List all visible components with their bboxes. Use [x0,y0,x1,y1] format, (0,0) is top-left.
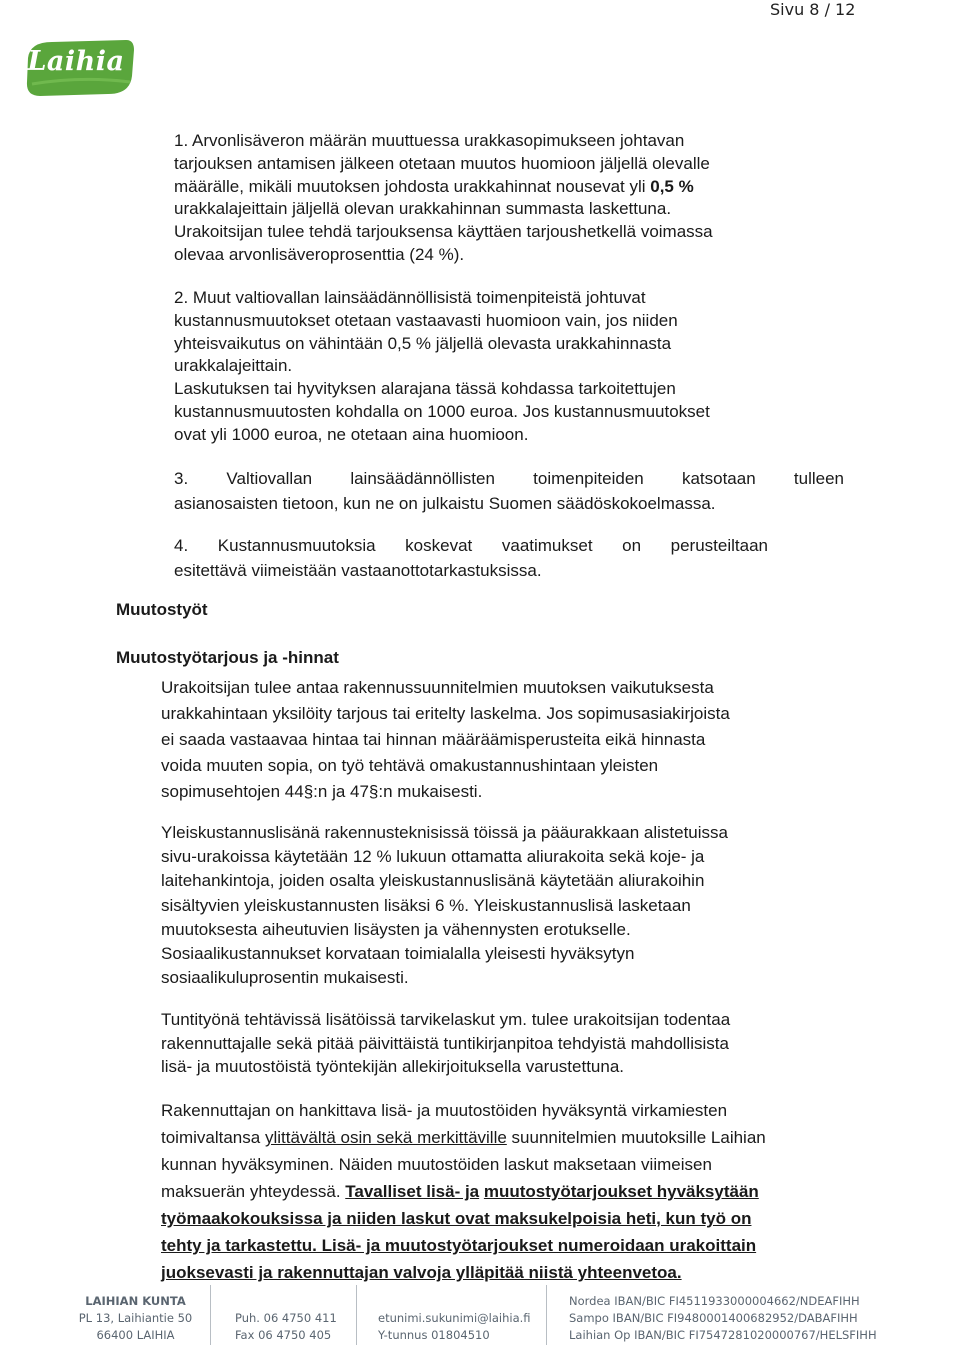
item-3 [174,466,844,516]
body-text: maksuerän yhteydessä. [161,1182,346,1201]
item-4-line: Kustannusmuutoksia koskevat vaatimukset on perusteiltaan [217,536,768,555]
item-1-line: urakkalajeittain jäljellä olevan urakkahinnan summasta laskettuna. [174,199,672,219]
item-2-line: Muut valtiovallan lainsäädännöllisistä toimenpiteistä johtuvat [192,288,646,307]
footer-email-block [378,1310,531,1344]
footer-address-line: PL 13, Laihiantie 50 [78,1311,193,1325]
page-footer [0,1283,960,1362]
item-2-line: yhteisvaikutus on vähintään 0,5 % jäljellä olevasta urakkahinnasta [174,333,672,353]
body-line: Rakennuttajan on hankittava lisä- ja muutostöiden hyväksyntä virkamiesten [161,1101,728,1120]
body-line: lisä- ja muutostöistä työntekijän allekirjoituksella varustettuna. [161,1057,625,1077]
item-2-line: kustannusmuutosten kohdalla on 1000 euroa. Jos kustannusmuutokset [174,401,710,421]
body-line: rakennuttajalle sekä pitää päivittäistä tuntikirjanpitoa tehdyistä mahdollisista [161,1033,729,1053]
footer-email[interactable]: etunimi.sukunimi@laihia.fi [378,1311,531,1325]
bold-underlined-line: tehty ja tarkastettu. Lisä- ja muutostyötarjoukset numeroidaan urakoittain [161,1236,757,1255]
body-line: Urakoitsijan tulee antaa rakennussuunnitelmien muutoksen vaikutuksesta [161,678,714,697]
item-4 [174,533,768,583]
body-paragraph-3 [161,1008,861,1079]
heading-muutostyot: Muutostyöt [116,600,208,619]
item-1-number: 1. [174,131,189,150]
body-line: kunnan hyväksyminen. Näiden muutostöiden laskut maksetaan viimeisen [161,1155,712,1174]
item-1-line: Urakoitsijan tulee tehdä tarjouksensa käyttäen tarjoushetkellä voimassa [174,222,713,242]
body-line: ei saada vastaavaa hintaa tai hinnan määräämisperusteita eikä hinnasta [161,730,706,749]
body-line: laitehankintoja, joiden osalta yleiskustannuslisänä käytetään aliurakoihin [161,871,705,891]
footer-bank-line: Sampo IBAN/BIC FI9480001400682952/DABAFIHH [569,1311,858,1325]
body-paragraph-1 [161,675,861,805]
item-3-line: Valtiovallan lainsäädännöllisten toimenpiteiden katsotaan tulleen [226,469,844,488]
item-1-line: määrälle, mikäli muutoksen johdosta urakkahinnat nousevat yli [174,176,651,196]
item-3-number: 3. [174,469,189,488]
heading-muutostyotarjous: Muutostyötarjous ja -hinnat [116,648,339,667]
underlined-text: ylittävältä osin sekä merkittäville [264,1128,507,1147]
footer-address-line: 66400 LAIHIA [96,1328,175,1342]
body-line: sosiaalikuluprosentin mukaisesti. [161,968,409,988]
body-line: Yleiskustannuslisänä rakennusteknisissä töissä ja pääurakkaan alistetuissa [161,823,728,842]
body-line: sivu-urakoissa käytetään 12 % lukuun ottamatta aliurakoita sekä koje- ja [161,847,705,867]
body-paragraph-2 [161,821,861,990]
footer-divider [210,1285,211,1345]
footer-divider [546,1285,547,1345]
item-1-line: Arvonlisäveron määrän muuttuessa urakkasopimukseen johtavan [191,131,685,150]
bold-underlined-line: juoksevasti ja rakennuttajan valvoja ylläpitää niistä yhteenvetoa. [161,1263,682,1282]
bold-underlined-line: työmaakokouksissa ja niiden laskut ovat maksukelpoisia heti, kun työ on [161,1209,752,1228]
footer-bank-line: Laihian Op IBAN/BIC FI7547281020000767/HELSFIHH [569,1328,877,1342]
logo-text: Laihia [27,46,125,77]
item-1-line: olevaa arvonlisäveroprosenttia (24 %). [174,244,465,264]
bold-underlined-text: muutostyötarjoukset hyväksytään [483,1182,759,1201]
item-2-line: Laskutuksen tai hyvityksen alarajana tässä kohdassa tarkoitettujen [174,379,676,399]
page-number: Sivu 8 / 12 [770,0,856,19]
item-1 [174,130,874,267]
body-text: suunnitelmien muutoksille Laihian [506,1128,766,1147]
item-4-line: esitettävä viimeistään vastaanottotarkastuksissa. [174,561,542,580]
body-line: voida muuten sopia, on työ tehtävä omakustannushintaan yleisten [161,756,659,775]
footer-phone: Puh. 06 4750 411 [235,1311,337,1325]
item-2-line: ovat yli 1000 euroa, ne otetaan aina huomioon. [174,424,529,444]
footer-organization [78,1293,193,1344]
item-3-line: asianosaisten tietoon, kun ne on julkaistu Suomen säädöskokoelmassa. [174,494,716,513]
body-line: sisältyvien yleiskustannusten lisäksi 6 %. Yleiskustannuslisä lasketaan [161,895,691,915]
footer-divider [356,1285,357,1345]
item-1-line: tarjouksen antamisen jälkeen otetaan muutos huomioon jäljellä olevalle [174,153,710,173]
item-2-number: 2. [174,288,189,307]
item-2 [174,287,874,447]
body-line: muutoksesta aiheutuvien lisäysten ja vähennysten erotukselle. [161,919,631,939]
item-4-number: 4. [174,536,189,555]
body-text: toimivaltansa [161,1128,265,1147]
footer-bank-line: Nordea IBAN/BIC FI4511933000004662/NDEAFIHH [569,1294,860,1308]
footer-bank-details [569,1293,877,1344]
footer-org-name: LAIHIAN KUNTA [85,1294,186,1308]
bold-underlined-text: Tavalliset lisä- ja [345,1182,480,1201]
laihia-logo [22,38,138,102]
body-paragraph-4 [161,1097,861,1286]
item-2-line: kustannusmuutokset otetaan vastaavasti huomioon vain, jos niiden [174,310,678,330]
footer-ytunnus: Y-tunnus 01804510 [378,1328,490,1342]
footer-fax: Fax 06 4750 405 [235,1328,332,1342]
footer-contact [235,1310,337,1344]
body-line: sopimusehtojen 44§:n ja 47§:n mukaisesti. [161,782,483,801]
item-1-bold-value: 0,5 % [650,176,694,196]
body-line: Tuntityönä tehtävissä lisätöissä tarvikelaskut ym. tulee urakoitsijan todentaa [161,1010,731,1029]
body-line: Sosiaalikustannukset korvataan toimialalla yleisesti hyväksytyn [161,944,635,964]
item-2-line: urakkalajeittain. [174,356,293,376]
body-line: urakkahintaan yksilöity tarjous tai eritelty laskelma. Jos sopimusasiakirjoista [161,704,730,723]
